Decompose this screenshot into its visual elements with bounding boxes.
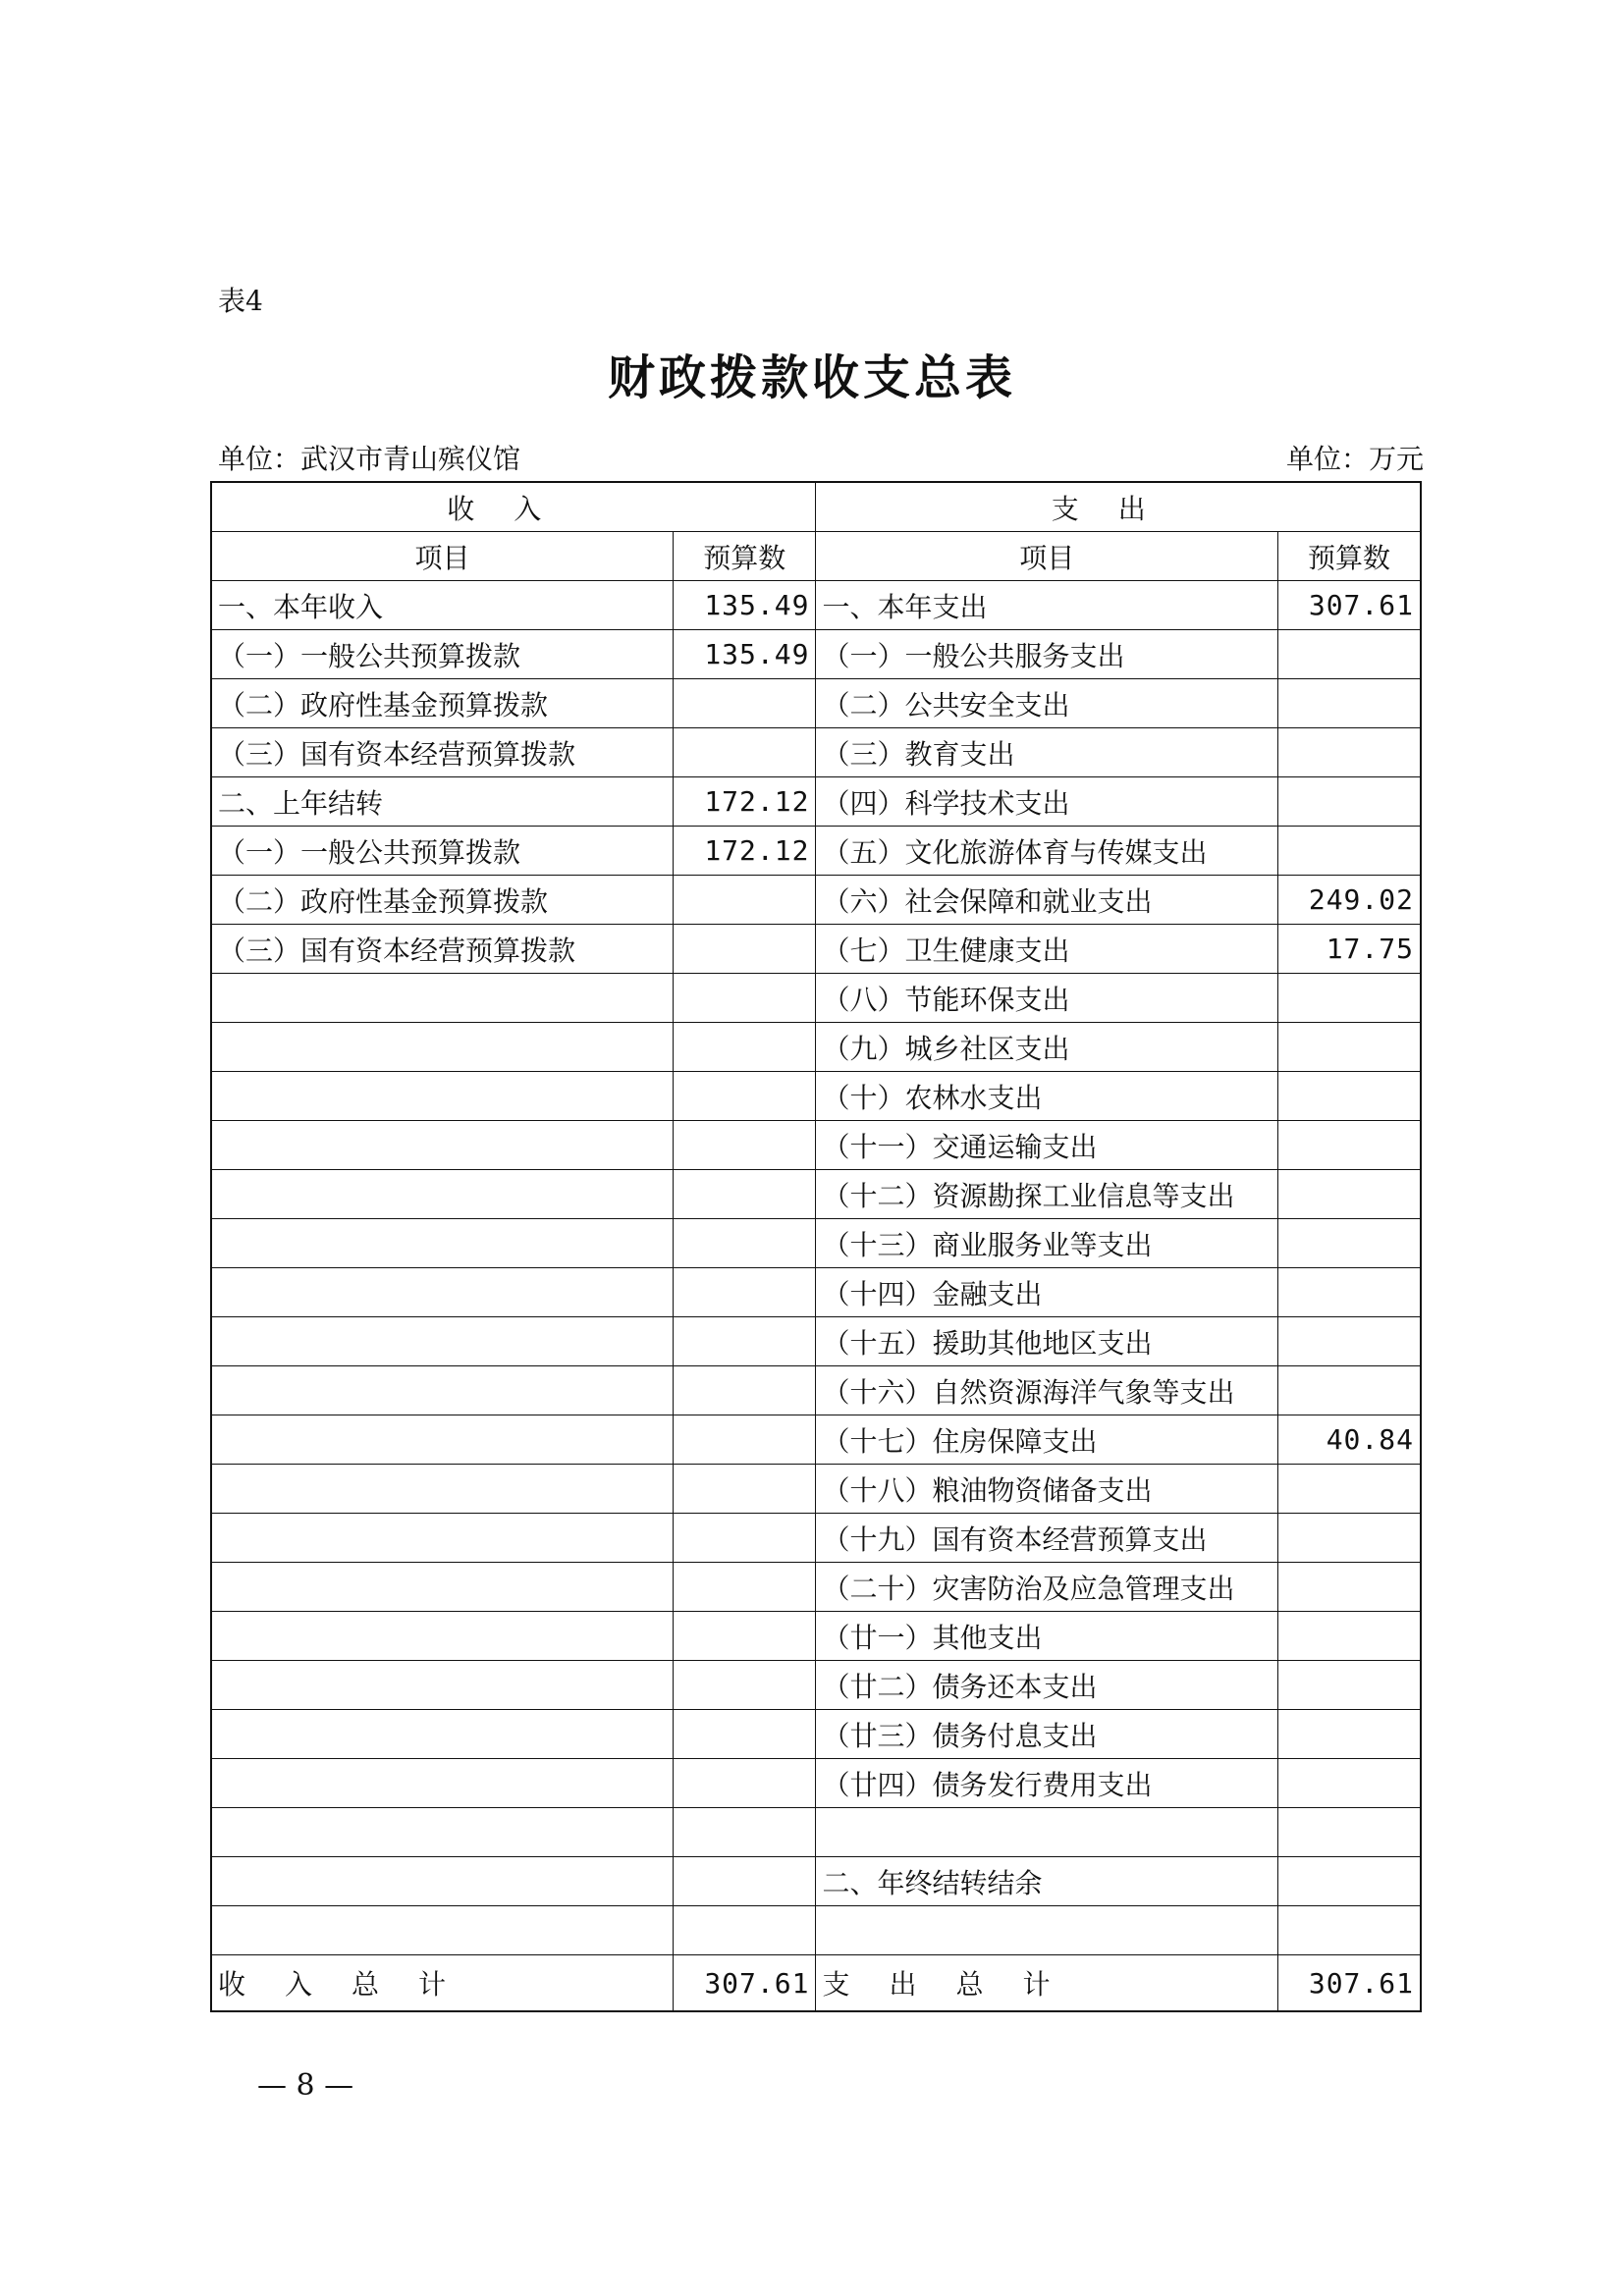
expense-item-cell: （一）一般公共服务支出 [816,630,1278,679]
table-row [211,1661,1421,1710]
expense-item-cell: （廿二）债务还本支出 [816,1661,1278,1710]
table-row [211,974,1421,1023]
income-item-cell [211,1514,674,1563]
income-item-cell [211,974,674,1023]
expense-budget-header: 预算数 [1278,532,1421,581]
income-value-cell [674,679,816,728]
table-row [211,925,1421,974]
expense-value-cell: 249.02 [1278,876,1421,925]
income-value-cell [674,1710,816,1759]
income-item-cell: 一、本年收入 [211,581,674,630]
expense-value-cell: 40.84 [1278,1415,1421,1465]
expense-value-cell [1278,728,1421,777]
income-item-cell: （一）一般公共预算拨款 [211,827,674,876]
expense-section-header: 支出 [816,482,1421,532]
expense-value-cell [1278,1514,1421,1563]
income-value-cell [674,1661,816,1710]
income-item-cell [211,1759,674,1808]
income-value-cell [674,1219,816,1268]
income-value-cell: 172.12 [674,777,816,827]
page-title: 财政拨款收支总表 [607,350,1016,405]
unit-currency: 单位：万元 [1285,443,1424,475]
income-item-cell [211,1808,674,1857]
total-row [211,1955,1421,2012]
table-row [211,1268,1421,1317]
income-value-cell [674,1366,816,1415]
income-value-cell [674,1415,816,1465]
income-item-cell [211,1710,674,1759]
income-item-cell [211,1219,674,1268]
expense-item-cell: （十五）援助其他地区支出 [816,1317,1278,1366]
income-value-cell [674,1563,816,1612]
expense-item-cell: （十一）交通运输支出 [816,1121,1278,1170]
table-row [211,1121,1421,1170]
expense-item-cell: （六）社会保障和就业支出 [816,876,1278,925]
expense-value-cell [1278,1317,1421,1366]
expense-item-cell: （十四）金融支出 [816,1268,1278,1317]
expense-item-cell: 二、年终结转结余 [816,1857,1278,1906]
expense-value-cell [1278,1170,1421,1219]
expense-item-cell: （十二）资源勘探工业信息等支出 [816,1170,1278,1219]
expense-value-cell: 307.61 [1278,581,1421,630]
table-row [211,728,1421,777]
expense-value-cell [1278,1906,1421,1955]
table-row [211,1857,1421,1906]
income-value-cell: 135.49 [674,630,816,679]
expense-value-cell [1278,777,1421,827]
table-row [211,1808,1421,1857]
income-value-cell [674,1121,816,1170]
expense-item-cell: （三）教育支出 [816,728,1278,777]
income-value-cell [674,1906,816,1955]
table-body [211,581,1421,1955]
expense-item-header: 项目 [816,532,1278,581]
income-total-label: 收入总计 [211,1955,674,2012]
expense-item-cell: （四）科学技术支出 [816,777,1278,827]
table-row [211,630,1421,679]
expense-value-cell [1278,1759,1421,1808]
expense-value-cell [1278,1366,1421,1415]
income-item-cell: （三）国有资本经营预算拨款 [211,925,674,974]
expense-value-cell [1278,1612,1421,1661]
income-value-cell [674,1317,816,1366]
income-item-cell: （二）政府性基金预算拨款 [211,679,674,728]
expense-item-cell: （十）农林水支出 [816,1072,1278,1121]
table-row [211,1366,1421,1415]
expense-value-cell [1278,1857,1421,1906]
table-row [211,1023,1421,1072]
expense-value-cell [1278,1219,1421,1268]
expense-item-cell [816,1808,1278,1857]
income-value-cell [674,974,816,1023]
table-row [211,1465,1421,1514]
expense-item-cell [816,1906,1278,1955]
income-budget-header: 预算数 [674,532,816,581]
expense-value-cell [1278,630,1421,679]
expense-item-cell: （廿四）债务发行费用支出 [816,1759,1278,1808]
table-row [211,876,1421,925]
income-value-cell [674,1808,816,1857]
income-item-cell [211,1366,674,1415]
expense-item-cell: （十七）住房保障支出 [816,1415,1278,1465]
table-row [211,1072,1421,1121]
income-value-cell [674,1857,816,1906]
income-item-header: 项目 [211,532,674,581]
table-row [211,1612,1421,1661]
income-value-cell [674,1268,816,1317]
table-number: 表4 [218,285,263,317]
table-row [211,1514,1421,1563]
income-value-cell [674,1612,816,1661]
table-row [211,1906,1421,1955]
income-value-cell [674,1465,816,1514]
expense-value-cell [1278,1268,1421,1317]
income-item-cell [211,1906,674,1955]
income-value-cell: 135.49 [674,581,816,630]
income-value-cell: 172.12 [674,827,816,876]
expense-value-cell [1278,1710,1421,1759]
expense-item-cell: （十九）国有资本经营预算支出 [816,1514,1278,1563]
income-item-cell [211,1661,674,1710]
table-row [211,581,1421,630]
income-total-value: 307.61 [674,1955,816,2012]
income-item-cell [211,1415,674,1465]
income-value-cell [674,1170,816,1219]
expense-value-cell [1278,1121,1421,1170]
expense-item-cell: （五）文化旅游体育与传媒支出 [816,827,1278,876]
income-value-cell [674,728,816,777]
expense-item-cell: （十三）商业服务业等支出 [816,1219,1278,1268]
income-value-cell [674,1759,816,1808]
expense-item-cell: （廿三）债务付息支出 [816,1710,1278,1759]
income-section-header: 收入 [211,482,816,532]
income-item-cell: （二）政府性基金预算拨款 [211,876,674,925]
income-item-cell [211,1121,674,1170]
expense-value-cell [1278,1465,1421,1514]
expense-value-cell [1278,827,1421,876]
expense-item-cell: （十八）粮油物资储备支出 [816,1465,1278,1514]
income-item-cell: （一）一般公共预算拨款 [211,630,674,679]
income-value-cell [674,876,816,925]
income-value-cell [674,1023,816,1072]
expense-item-cell: 一、本年支出 [816,581,1278,630]
income-value-cell [674,925,816,974]
expense-value-cell [1278,1023,1421,1072]
expense-item-cell: （七）卫生健康支出 [816,925,1278,974]
expense-value-cell [1278,1808,1421,1857]
expense-value-cell [1278,974,1421,1023]
expense-total-label: 支出总计 [816,1955,1278,2012]
expense-value-cell [1278,1072,1421,1121]
income-item-cell [211,1072,674,1121]
table-row [211,1219,1421,1268]
expense-value-cell: 17.75 [1278,925,1421,974]
table-row [211,777,1421,827]
income-item-cell [211,1317,674,1366]
income-item-cell: （三）国有资本经营预算拨款 [211,728,674,777]
income-item-cell [211,1170,674,1219]
column-header-row [211,532,1421,581]
table-row [211,1317,1421,1366]
income-item-cell [211,1268,674,1317]
income-item-cell [211,1023,674,1072]
income-item-cell [211,1612,674,1661]
expense-item-cell: （廿一）其他支出 [816,1612,1278,1661]
expense-value-cell [1278,679,1421,728]
expense-item-cell: （八）节能环保支出 [816,974,1278,1023]
expense-item-cell: （十六）自然资源海洋气象等支出 [816,1366,1278,1415]
expense-total-value: 307.61 [1278,1955,1421,2012]
expense-item-cell: （二十）灾害防治及应急管理支出 [816,1563,1278,1612]
table-row [211,1170,1421,1219]
income-value-cell [674,1514,816,1563]
expense-value-cell [1278,1563,1421,1612]
expense-item-cell: （九）城乡社区支出 [816,1023,1278,1072]
income-item-cell [211,1563,674,1612]
table-row [211,1415,1421,1465]
unit-organization: 单位：武汉市青山殡仪馆 [218,443,521,475]
page-number: — 8 — [257,2068,354,2103]
expense-value-cell [1278,1661,1421,1710]
budget-table [210,481,1422,2012]
section-header-row [211,482,1421,532]
table-row [211,1563,1421,1612]
income-item-cell: 二、上年结转 [211,777,674,827]
expense-item-cell: （二）公共安全支出 [816,679,1278,728]
income-item-cell [211,1465,674,1514]
income-item-cell [211,1857,674,1906]
table-row [211,679,1421,728]
table-row [211,827,1421,876]
income-value-cell [674,1072,816,1121]
table-row [211,1710,1421,1759]
table-row [211,1759,1421,1808]
